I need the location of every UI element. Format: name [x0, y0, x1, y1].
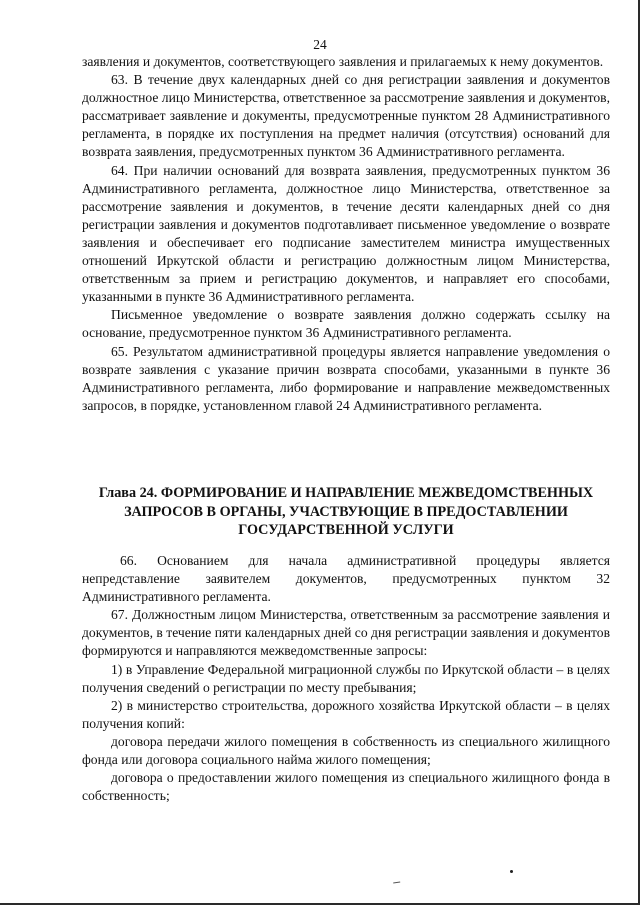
- paragraph-65: 65. Результатом административной процедуры является направление уведомления о возврате заявления с указание причин возврата способами, указанными в пункте 36 Административного регламента, либо формирование и направление межведомственных запросов, в порядке, установленном главой 24 Административного регламента.: [82, 343, 610, 413]
- list-item-2: 2) в министерство строительства, дорожного хозяйства Иркутской области – в целях получения копий:: [82, 697, 610, 731]
- paragraph-notice-content: Письменное уведомление о возврате заявления должно содержать ссылку на основание, предусмотренное пунктом 36 Административного регламента.: [82, 307, 610, 341]
- paragraph-63: 63. В течение двух календарных дней со дня регистрации заявления и документов должностное лицо Министерства, ответственное за рассмотрение заявления и документов, рассматривает заявление и документы, предусмотренные пунктом 28 Административного регламента, в порядке их поступления на предмет наличия (отсутствия) оснований для возврата заявления, предусмотренных пунктом 36 Административного регламента.: [82, 72, 610, 160]
- chapter-heading: Глава 24. ФОРМИРОВАНИЕ И НАПРАВЛЕНИЕ МЕЖВЕДОМСТВЕННЫХ ЗАПРОСОВ В ОРГАНЫ, УЧАСТВУЮЩИЕ В ПРЕДОСТАВЛЕНИИ ГОСУДАРСТВЕННОЙ УСЛУГИ: [98, 485, 594, 539]
- scan-artifact-mark: [393, 879, 400, 884]
- paragraph-continuation: заявления и документов, соответствующего заявления и прилагаемых к нему документов.: [82, 54, 604, 69]
- paragraph-66: 66. Основанием для начала административной процедуры является непредставление заявителем документов, предусмотренных пунктом 32 Административного регламента.: [82, 553, 610, 605]
- paragraph-67: 67. Должностным лицом Министерства, ответственным за рассмотрение заявления и документов, в течение пяти календарных дней со дня регистрации заявления и документов формируются и направляются межведомственные запросы:: [82, 607, 610, 659]
- body-text-top: [82, 53, 610, 415]
- body-text-bottom: [82, 552, 610, 805]
- list-item-1: 1) в Управление Федеральной миграционной службы по Иркутской области – в целях получения сведений о регистрации по месту пребывания;: [82, 661, 610, 695]
- page-number: 24: [313, 37, 327, 52]
- paragraph-64: 64. При наличии оснований для возврата заявления, предусмотренных пунктом 36 Административного регламента, должностное лицо Министерства, ответственное за рассмотрение заявления и документов, в течение десяти календарных дней со дня регистрации заявления и документов подготавливает письменное уведомление о возврате заявления и обеспечивает его подписание заместителем министра имущественных отношений Иркутской области и регистрацию должностным лицом Министерства, ответственным за прием и регистрацию документов, и направляет его способами, указанными в пункте 36 Административного регламента.: [82, 162, 610, 305]
- scan-artifact-dot: [510, 870, 513, 873]
- list-subitem-provision-contract: договора о предоставлении жилого помещения из специального жилищного фонда в собственность;: [82, 770, 610, 804]
- list-subitem-transfer-contract: договора передачи жилого помещения в собственность из специального жилищного фонда или договора социального найма жилого помещения;: [82, 733, 610, 768]
